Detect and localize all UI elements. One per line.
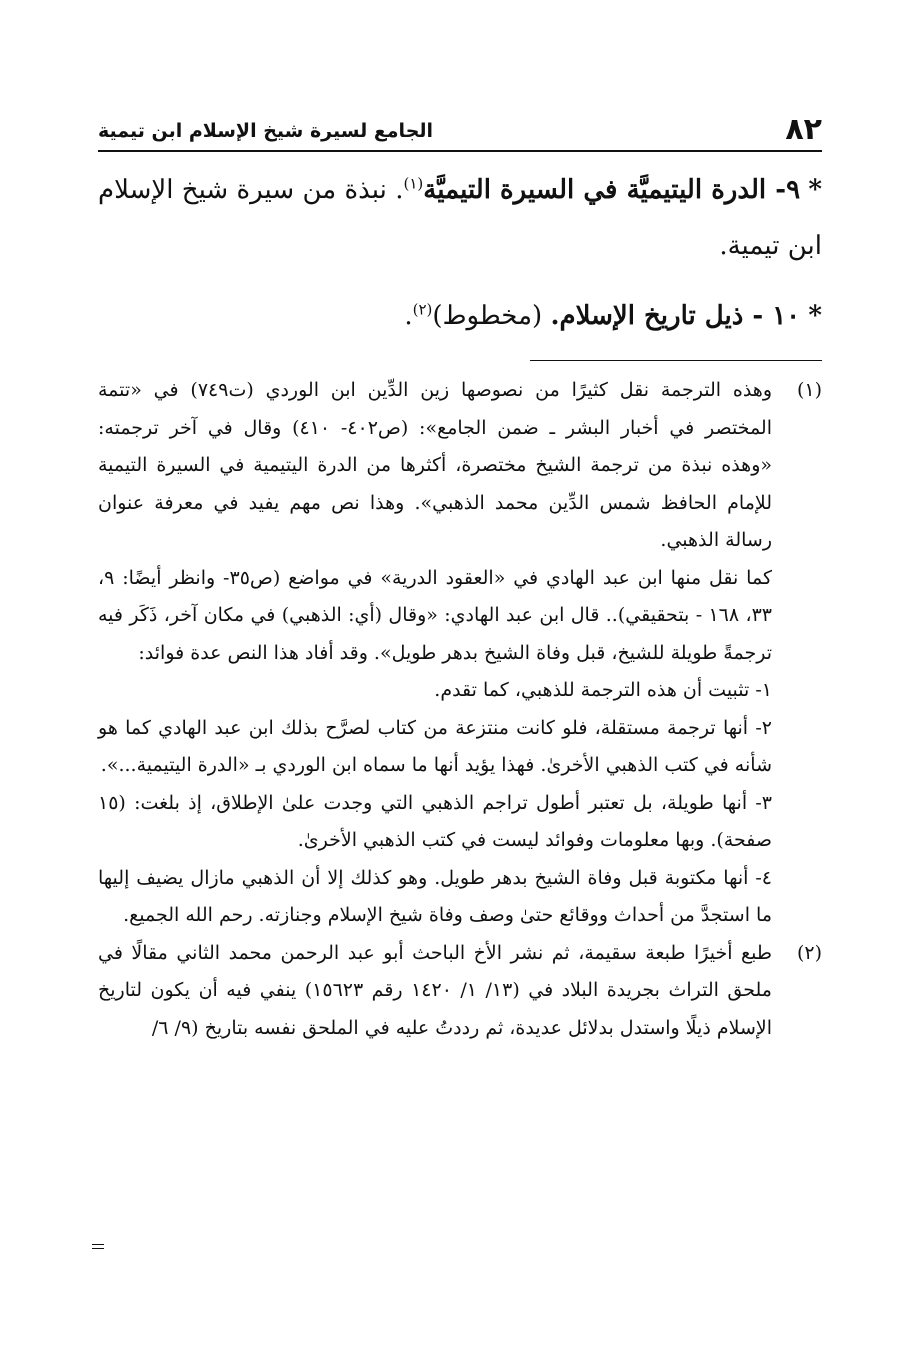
entry-10 bbox=[98, 288, 822, 344]
footnote-mark: (١) bbox=[796, 379, 822, 401]
footnote-ref-1[interactable]: (١) bbox=[403, 174, 424, 193]
entry-9-text: . نبذة من سيرة شيخ الإسلام ابن تيمية. bbox=[98, 175, 822, 261]
entry-9-title: ٩- الدرة اليتيميَّة في السيرة التيميَّة bbox=[423, 175, 801, 205]
entry-10-end: . bbox=[404, 301, 413, 331]
footnote-ref-2[interactable]: (٢) bbox=[412, 300, 433, 319]
page-header bbox=[98, 112, 822, 150]
footnote-point: ٣- أنها طويلة، بل تعتبر أطول تراجم الذهبي التي وجدت علىٰ الإطلاق، إذ بلغت: (١٥ صفحة). وبها معلومات وفوائد ليست في كتب الذهبي الأخرىٰ. bbox=[98, 791, 772, 851]
footnote-1 bbox=[98, 372, 822, 935]
star-bullet: * bbox=[808, 301, 822, 331]
entry-10-text: (مخطوط) bbox=[432, 301, 551, 331]
footnotes bbox=[98, 372, 822, 1047]
footnote-2 bbox=[98, 935, 822, 1048]
page-number: ٨٢ bbox=[785, 112, 822, 147]
footnote-separator bbox=[530, 360, 822, 361]
continuation-mark bbox=[92, 1244, 104, 1245]
footnote-point: ٤- أنها مكتوبة قبل وفاة الشيخ بدهر طويل. وهو كذلك إلا أن الذهبي مازال يضيف إليها ما استجدَّ من أحداث ووقائع حتىٰ وصف وفاة شيخ الإسلام وجنازته. رحم الله الجميع. bbox=[98, 866, 772, 926]
footnote-paragraph: طبع أخيرًا طبعة سقيمة، ثم نشر الأخ الباحث أبو عبد الرحمن محمد الثاني مقالًا في ملحق التراث بجريدة البلاد في (١٣/ ١/ ١٤٢٠ رقم ١٥٦٢٣) ينفي فيه أن يكون لتاريخ الإسلام ذيلًا واستدل بدلائل عديدة، ثم رددتُ عليه في الملحق نفسه بتاريخ (٩/ ٦/ bbox=[98, 941, 772, 1039]
footnote-mark: (٢) bbox=[796, 941, 822, 964]
header-rule bbox=[98, 150, 822, 152]
entry-10-title: ١٠ - ذيل تاريخ الإسلام. bbox=[550, 301, 801, 331]
entry-9 bbox=[98, 162, 822, 274]
running-title: الجامع لسيرة شيخ الإسلام ابن تيمية bbox=[98, 120, 434, 142]
star-bullet: * bbox=[808, 175, 822, 205]
main-text bbox=[98, 162, 822, 344]
footnote-point: ١- تثبيت أن هذه الترجمة للذهبي، كما تقدم. bbox=[434, 679, 772, 701]
footnote-point: ٢- أنها ترجمة مستقلة، فلو كانت منتزعة من كتاب لصرَّح بذلك ابن عبد الهادي كما هو شأنه في كتب الذهبي الأخرىٰ. فهذا يؤيد أنها ما سماه ابن الوردي بـ «الدرة اليتيمية...». bbox=[98, 716, 772, 776]
footnote-paragraph: وهذه الترجمة نقل كثيرًا من نصوصها زين الدِّين ابن الوردي (ت٧٤٩) في «تتمة المختصر في أخبار البشر ـ ضمن الجامع»: (ص٤٠٢- ٤١٠) وقال في آخر ترجمته: «وهذه نبذة من ترجمة الشيخ مختصرة، أكثرها من الدرة اليتيمية في السيرة التيمية للإمام الحافظ شمس الدِّين محمد الذهبي». وهذا نص مهم يفيد في معرفة عنوان رسالة الذهبي. bbox=[98, 379, 773, 551]
footnote-paragraph: كما نقل منها ابن عبد الهادي في «العقود الدرية» في مواضع (ص٣٥- وانظر أيضًا: ٩، ٣٣، ١٦٨ - بتحقيقي).. قال ابن عبد الهادي: «وقال (أي: الذهبي) في مكان آخر، ذَكَر فيه ترجمةً طويلة للشيخ، قبل وفاة الشيخ بدهر طويل». وقد أفاد هذا النص عدة فوائد: bbox=[98, 566, 772, 664]
